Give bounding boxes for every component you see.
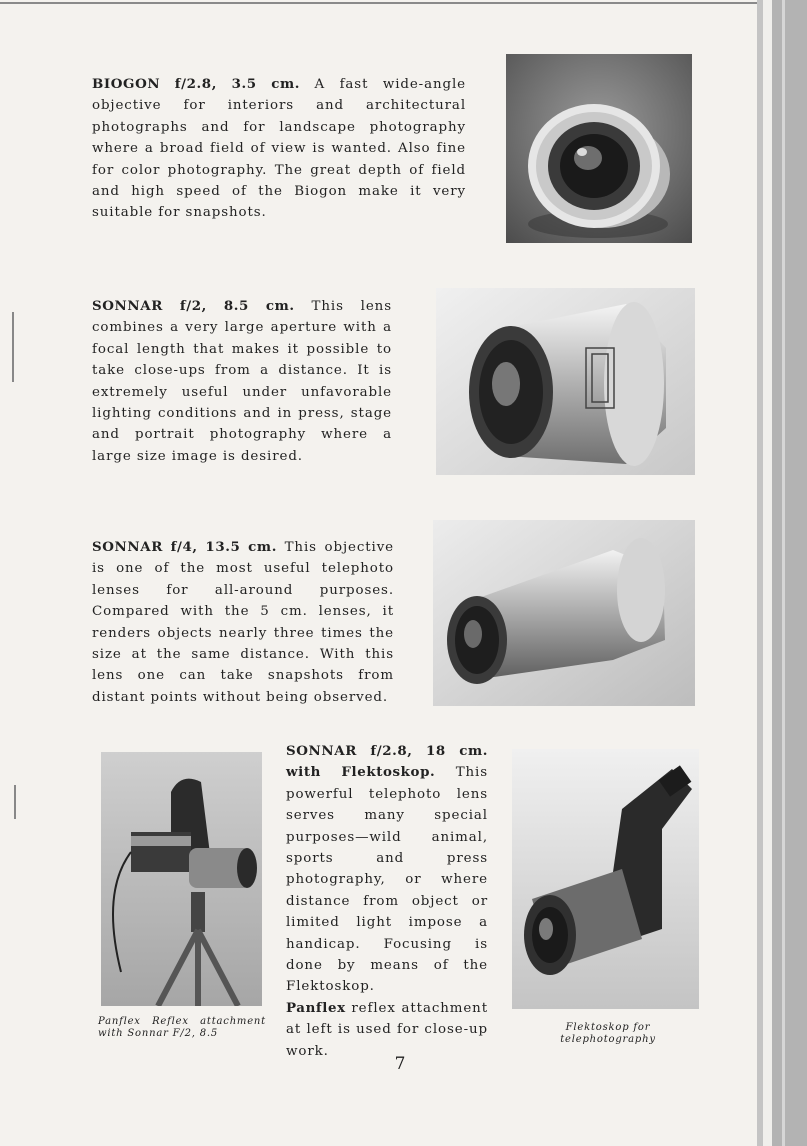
biogon-lens-photo — [506, 54, 692, 243]
sonnar-18-paragraph — [286, 741, 488, 1062]
panflex-text: reflex attachment at left is used for close-up work. — [286, 1000, 488, 1059]
page-edge-line — [782, 0, 785, 1146]
flektoskop-photo — [512, 749, 699, 1009]
sonnar-135-title: SONNAR f/4, 13.5 cm. — [92, 539, 277, 555]
page-edge-gap — [763, 0, 772, 1146]
binding-mark — [14, 785, 16, 819]
panflex-caption: Panflex Reflex attachment with Sonnar F/2, 8.5 — [98, 1016, 266, 1039]
top-rule — [0, 2, 807, 4]
binding-mark — [12, 312, 14, 382]
biogon-text: A fast wide-angle objective for interiors and architectural photographs and for landscape photography where a broad field of view is wanted. Also fine for color photography. The great depth of field and high speed of the Biogon make it very suitable for snapshots. — [92, 77, 466, 221]
sonnar-85-lens-photo — [436, 288, 695, 475]
sonnar-85-title: SONNAR f/2, 8.5 cm. — [92, 298, 295, 314]
biogon-title: BIOGON f/2.8, 3.5 cm. — [92, 76, 301, 92]
flektoskop-caption: Flektoskop for telephotography — [560, 1022, 656, 1045]
page-number: 7 — [394, 1054, 406, 1074]
sonnar-85-paragraph — [92, 296, 392, 467]
sonnar-135-text: This objective is one of the most useful telephoto lenses for all-around purposes. Compared with the 5 cm. lenses, it renders objects nearly three times the size at the same distance. With this lens one can take snapshots from distant points without being observed. — [92, 540, 394, 705]
sonnar-135-lens-photo — [433, 520, 695, 706]
panflex-title: Panflex — [286, 999, 346, 1016]
sonnar-85-text: This lens combines a very large aperture with a focal length that makes it possible to take close-ups from a distance. It is extremely useful under unfavorable lighting conditions and in press, stage and portrait photography where a large size image is desired. — [92, 299, 392, 464]
biogon-paragraph — [92, 74, 466, 224]
sonnar-18-title: SONNAR f/2.8, 18 cm. with Flektoskop. — [286, 743, 488, 781]
panflex-camera-photo — [101, 752, 262, 1006]
sonnar-135-paragraph — [92, 537, 394, 708]
page-edge-dark — [772, 0, 807, 1146]
sonnar-18-text: This powerful telephoto lens serves many special purposes—wild animal, sports and press photography, or where distance from object or limited light impose a handicap. Focusing is done by means of the Flektoskop. — [286, 765, 488, 995]
